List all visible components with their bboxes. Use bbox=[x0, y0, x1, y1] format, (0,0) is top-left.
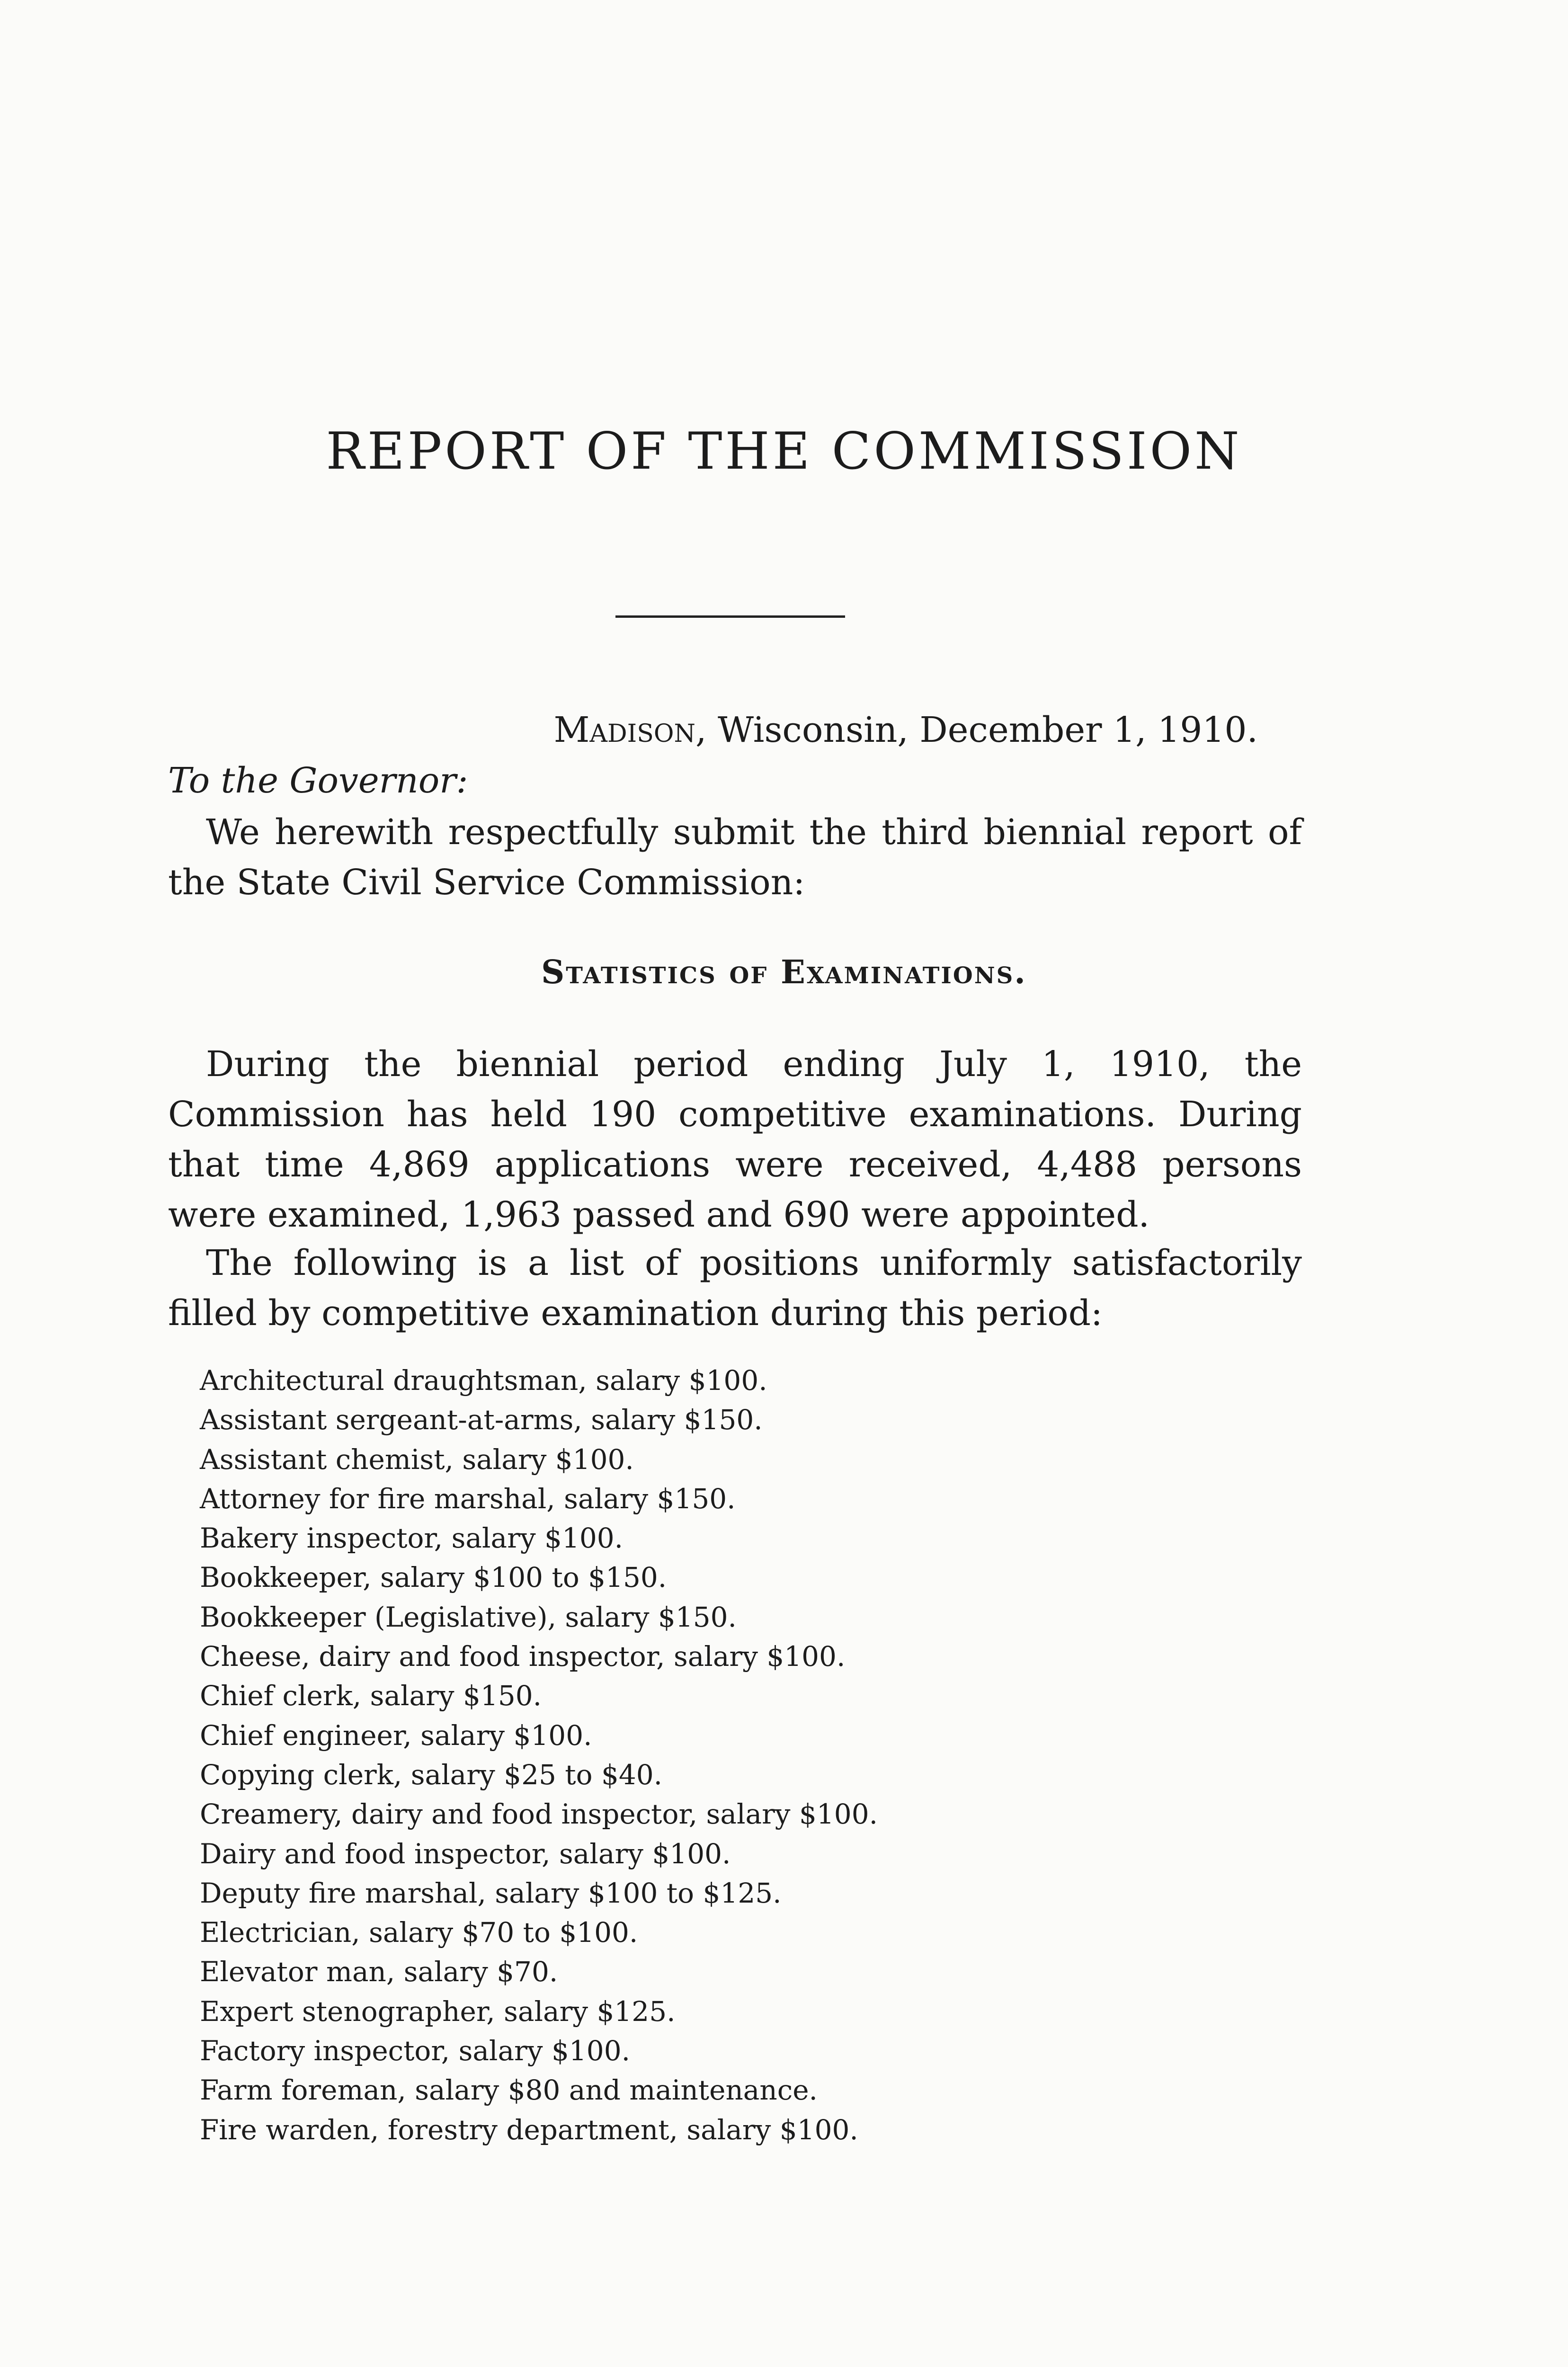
list-item: Farm foreman, salary $80 and maintenance. bbox=[200, 2074, 818, 2107]
list-item: Deputy fire marshal, salary $100 to $125. bbox=[200, 1877, 782, 1909]
list-item: Attorney for fire marshal, salary $150. bbox=[200, 1482, 736, 1515]
section-heading: Statistics of Examinations. bbox=[541, 953, 1027, 991]
list-item: Assistant sergeant-at-arms, salary $150. bbox=[200, 1404, 763, 1436]
list-item: Architectural draughtsman, salary $100. bbox=[200, 1364, 767, 1397]
list-item: Chief clerk, salary $150. bbox=[200, 1680, 542, 1712]
list-item: Dairy and food inspector, salary $100. bbox=[200, 1837, 731, 1870]
list-item: Copying clerk, salary $25 to $40. bbox=[200, 1758, 663, 1791]
salutation: To the Governor: bbox=[168, 760, 468, 801]
list-item: Cheese, dairy and food inspector, salary $100. bbox=[200, 1640, 846, 1673]
statistics-paragraph: During the biennial period ending July 1, 1910, the Commission has held 190 competitive examinations. During that time 4,869 applications were received, 4,488 persons were examined, 1,963 passed and 690 were appointed. bbox=[168, 1044, 1302, 1235]
list-item: Expert stenographer, salary $125. bbox=[200, 1995, 676, 2028]
list-item: Chief engineer, salary $100. bbox=[200, 1719, 592, 1752]
positions-list bbox=[200, 1361, 878, 2150]
list-item: Electrician, salary $70 to $100. bbox=[200, 1916, 638, 1949]
title-divider bbox=[615, 615, 845, 618]
intro-paragraph: We herewith respectfully submit the third biennial report of the State Civil Service Commission: bbox=[168, 812, 1302, 903]
list-item: Creamery, dairy and food inspector, salary $100. bbox=[200, 1798, 878, 1831]
list-item: Assistant chemist, salary $100. bbox=[200, 1443, 634, 1476]
list-item: Fire warden, forestry department, salary $100. bbox=[200, 2113, 858, 2146]
list-item: Bookkeeper (Legislative), salary $150. bbox=[200, 1601, 737, 1633]
list-item: Bookkeeper, salary $100 to $150. bbox=[200, 1561, 667, 1594]
list-item: Elevator man, salary $70. bbox=[200, 1956, 558, 1988]
dateline-place: Madison, bbox=[553, 710, 707, 750]
list-item: Bakery inspector, salary $100. bbox=[200, 1522, 624, 1555]
dateline-rest: Wisconsin, December 1, 1910. bbox=[718, 710, 1258, 750]
dateline bbox=[553, 710, 1258, 750]
positions-intro-paragraph: The following is a list of positions uniformly satisfactorily filled by competitive examination during this period: bbox=[168, 1243, 1302, 1334]
list-item: Factory inspector, salary $100. bbox=[200, 2035, 631, 2067]
report-title: REPORT OF THE COMMISSION bbox=[326, 422, 1242, 481]
